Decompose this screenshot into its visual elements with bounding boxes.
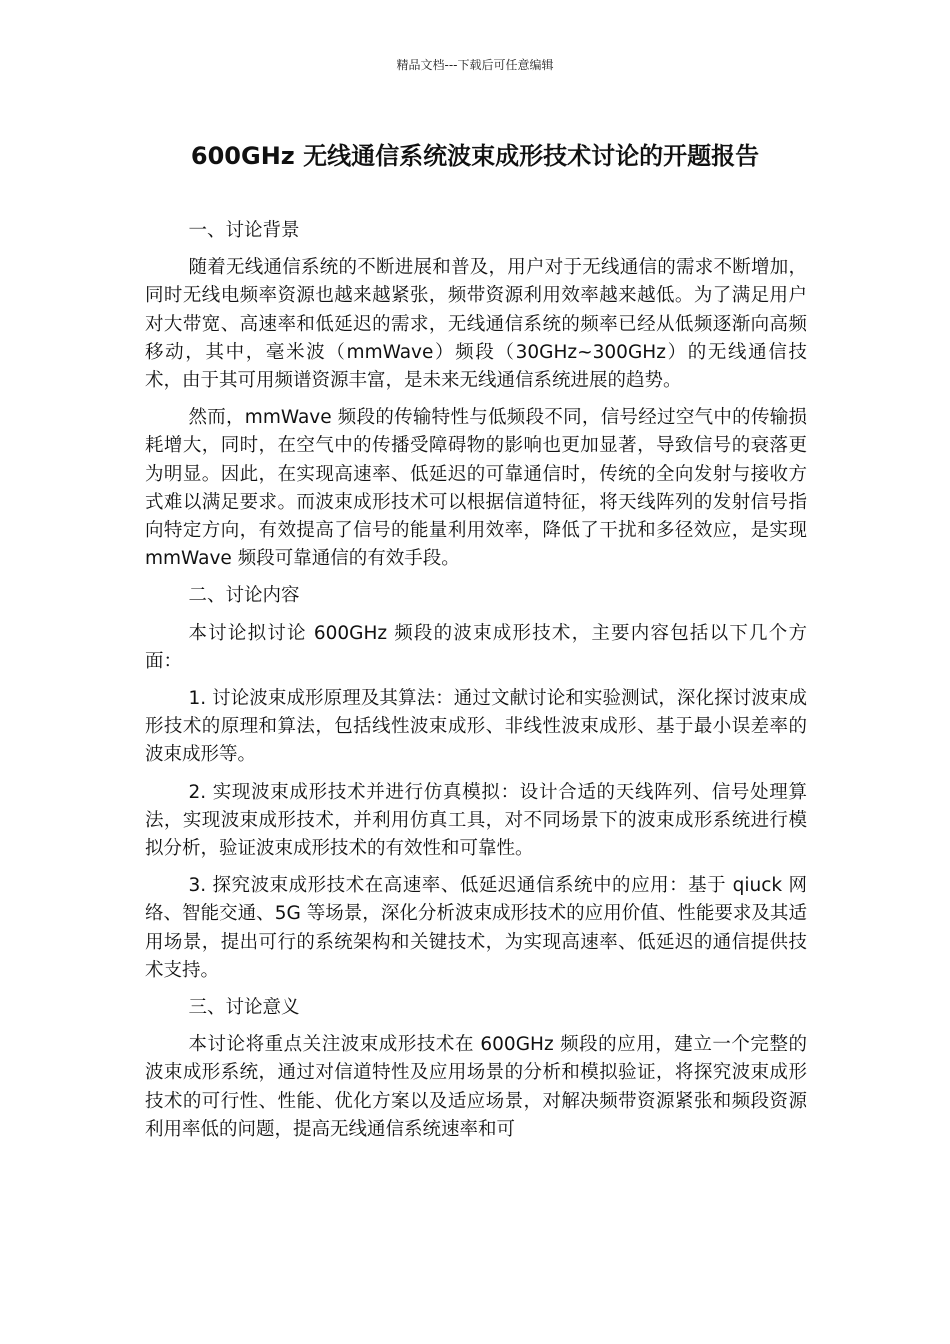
paragraph-content-intro: 本讨论拟讨论 600GHz 频段的波束成形技术，主要内容包括以下几个方面： [145,622,807,672]
section-heading-background: 一、讨论背景 [188,220,300,241]
list-item-content-1: 1. 讨论波束成形原理及其算法：通过文献讨论和实验测试，深化探讨波束成形技术的原理和算法，包括线性波束成形、非线性波束成形、基于最小误差率的波束成形等。 [145,688,807,766]
document-title: 600GHz 无线通信系统波束成形技术讨论的开题报告 [190,142,760,170]
list-item-content-3: 3. 探究波束成形技术在高速率、低延迟通信系统中的应用：基于 qiuck 网络、智能交通、5G 等场景，深化分析波束成形技术的应用价值、性能要求及其适用场景，提出可行的系统架构和关键技术，为实现高速率、低延迟的通信提供技术支持。 [145,875,807,981]
page-header: 精品文档---下载后可任意编辑 [396,58,554,72]
section-heading-significance: 三、讨论意义 [188,997,300,1019]
paragraph-background-2: 然而，mmWave 频段的传输特性与低频段不同，信号经过空气中的传输损耗增大，同时，在空气中的传播受障碍物的影响也更加显著，导致信号的衰落更为明显。因此，在实现高速率、低延迟的可靠通信时，传统的全向发射与接收方式难以满足要求。而波束成形技术可以根据信道特征，将天线阵列的发射信号指向特定方向，有效提高了信号的能量利用效率，降低了干扰和多径效应，是实现 mmWave 频段可靠通信的有效手段。 [145,407,807,570]
document-body [145,217,807,1153]
paragraph-significance-1: 本讨论将重点关注波束成形技术在 600GHz 频段的应用，建立一个完整的波束成形系统，通过对信道特性及应用场景的分析和模拟验证，将探究波束成形技术的可行性、性能、优化方案以及适应场景，对解决频带资源紧张和频段资源利用率低的问题，提高无线通信系统速率和可 [145,1034,807,1140]
list-item-content-2: 2. 实现波束成形技术并进行仿真模拟：设计合适的天线阵列、信号处理算法，实现波束成形技术，并利用仿真工具，对不同场景下的波束成形系统进行模拟分析，验证波束成形技术的有效性和可靠性。 [145,781,807,860]
paragraph-background-1: 随着无线通信系统的不断进展和普及，用户对于无线通信的需求不断增加，同时无线电频率资源也越来越紧张，频带资源利用效率越来越低。为了满足用户对大带宽、高速率和低延迟的需求，无线通信系统的频率已经从低频逐渐向高频移动，其中，毫米波（mmWave）频段（30GHz~300GHz）的无线通信技术，由于其可用频谱资源丰富，是未来无线通信系统进展的趋势。 [145,257,807,392]
section-heading-content: 二、讨论内容 [188,585,300,607]
